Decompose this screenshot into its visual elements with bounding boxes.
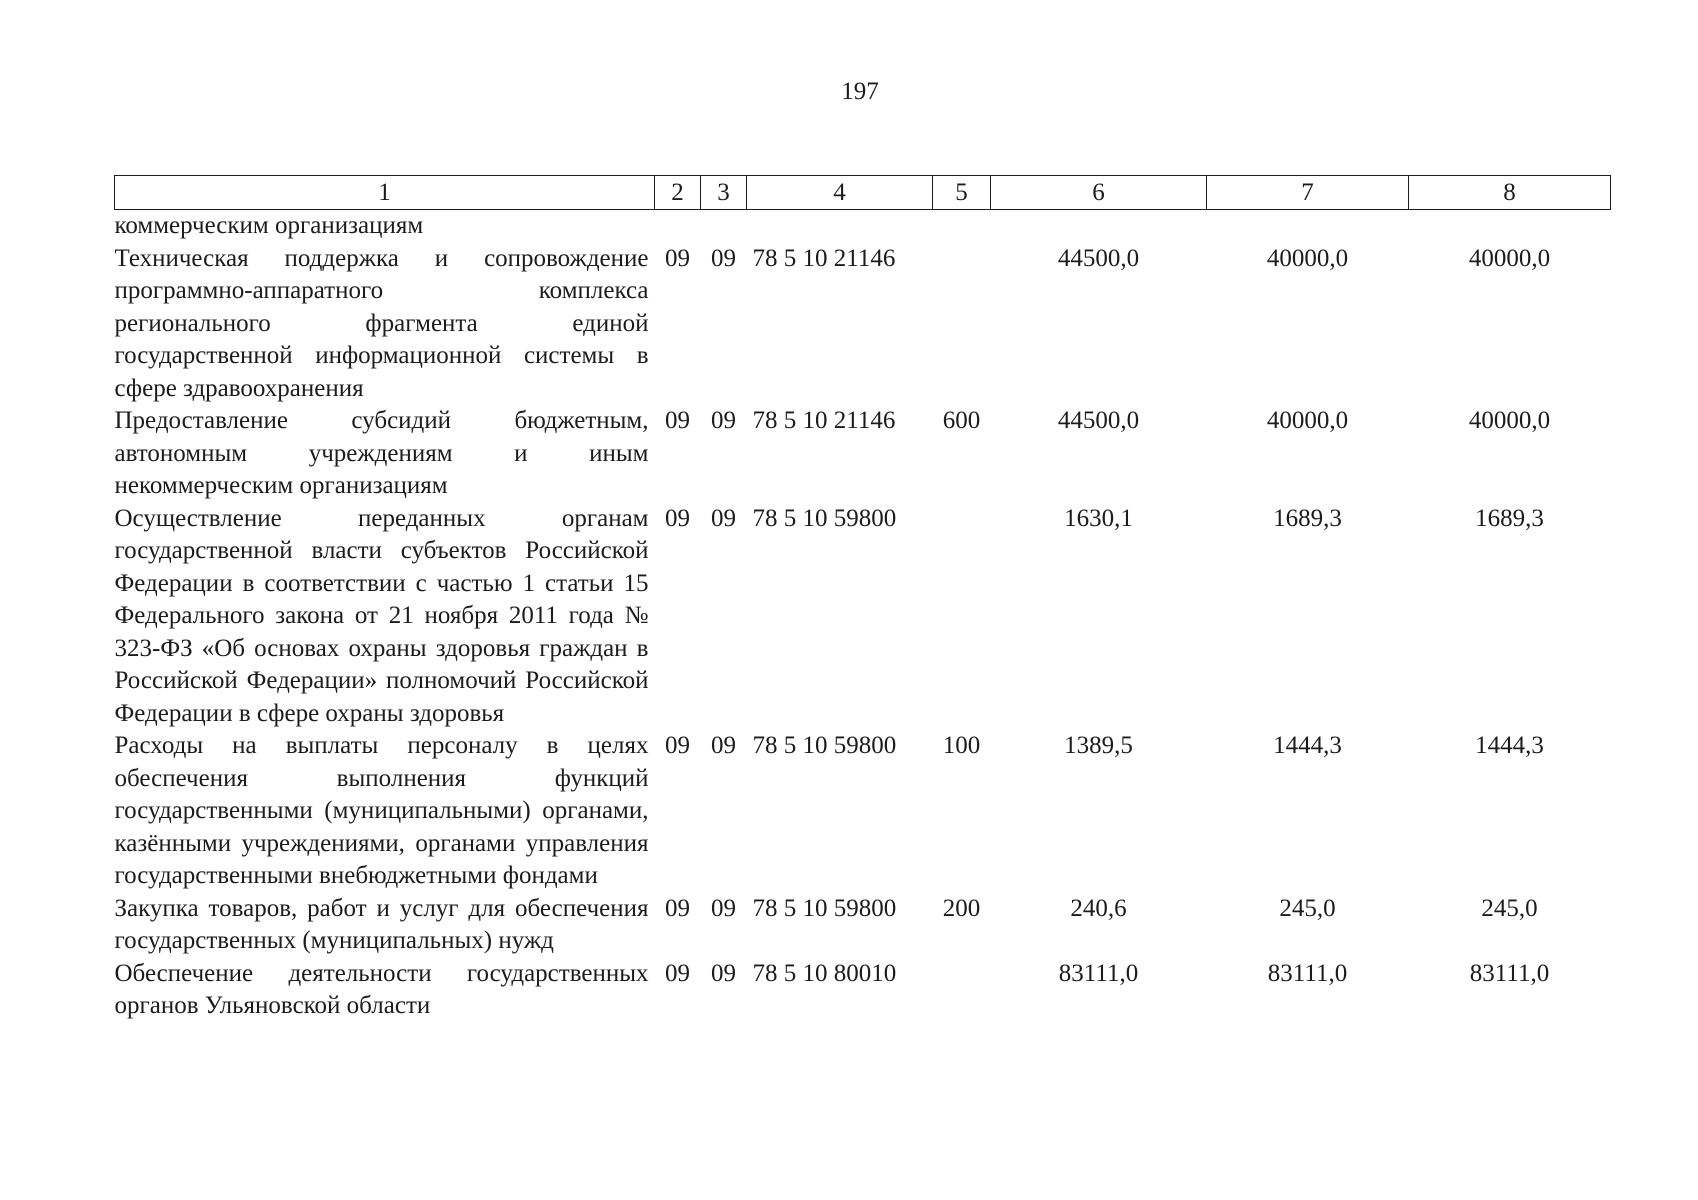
column-header-7: 7 (1207, 176, 1409, 210)
amount-col-7: 40000,0 (1266, 244, 1349, 272)
amount-col-6: 1389,5 (1064, 732, 1133, 759)
column-header-1: 1 (115, 176, 655, 210)
expense-type-code: 600 (942, 407, 981, 434)
target-article-code: 78 5 10 59800 (752, 732, 897, 759)
expense-type-code (933, 243, 991, 406)
amount-col-8: 40000,0 (1468, 244, 1551, 272)
section-code (655, 210, 701, 243)
subsection-code: 09 (711, 959, 736, 987)
budget-table (114, 175, 1611, 1023)
amount-col-8 (1409, 210, 1611, 243)
column-header-3: 3 (701, 176, 747, 210)
amount-col-7: 245,0 (1279, 894, 1336, 922)
section-code: 09 (665, 407, 690, 434)
amount-col-7: 40000,0 (1266, 407, 1349, 434)
expense-type-code (933, 210, 991, 243)
row-description: Закупка товаров, работ и услуг для обеспечения государственных (муниципальных) нужд (114, 894, 649, 954)
table-row (115, 730, 1611, 893)
column-header-6: 6 (991, 176, 1207, 210)
amount-col-7 (1207, 210, 1409, 243)
amount-col-8: 1689,3 (1475, 504, 1544, 532)
table-row (115, 405, 1611, 503)
target-article-code: 78 5 10 21146 (752, 407, 896, 434)
section-code: 09 (665, 504, 690, 532)
amount-col-7: 83111,0 (1267, 959, 1348, 987)
table-row (115, 210, 1611, 243)
page-number: 197 (841, 78, 879, 105)
column-header-5: 5 (933, 176, 991, 210)
row-description: Осуществление переданных органам государственной власти субъектов Российской Федерации в соответствии с частью 1 статьи 15 Федерального закона от 21 ноября 2011 года № 323-ФЗ «Об основах охраны здоровья граждан в Российской Федерации» полномочий Российской Федерации в сфере охраны здоровья (114, 504, 649, 727)
row-description: Расходы на выплаты персоналу в целях обеспечения выполнения функций государственными (муниципальными) органами, казёнными учреждениями, органами управления государственными внебюджетными фондами (114, 732, 649, 889)
amount-col-7: 1444,3 (1273, 732, 1342, 759)
expense-type-code (933, 958, 991, 1023)
section-code: 09 (665, 894, 690, 922)
table-row (115, 503, 1611, 731)
row-description: Обеспечение деятельности государственных органов Ульяновской области (114, 959, 649, 1019)
amount-col-6: 240,6 (1070, 894, 1127, 922)
amount-col-6 (991, 210, 1207, 243)
amount-col-8: 83111,0 (1469, 959, 1550, 987)
amount-col-8: 245,0 (1481, 894, 1538, 922)
table-row (115, 958, 1611, 1023)
amount-col-6: 44500,0 (1057, 407, 1140, 434)
row-description: коммерческим организациям (114, 212, 424, 239)
subsection-code: 09 (711, 407, 736, 434)
section-code: 09 (665, 244, 690, 272)
amount-col-7: 1689,3 (1273, 504, 1342, 532)
amount-col-6: 1630,1 (1064, 504, 1133, 532)
subsection-code: 09 (711, 732, 736, 759)
column-header-8: 8 (1409, 176, 1611, 210)
amount-col-8: 1444,3 (1475, 732, 1544, 759)
expense-type-code (933, 503, 991, 731)
table-header-row (115, 176, 1611, 210)
column-header-2: 2 (655, 176, 701, 210)
subsection-code: 09 (711, 244, 736, 272)
target-article-code: 78 5 10 59800 (752, 504, 897, 532)
target-article-code: 78 5 10 21146 (752, 244, 896, 272)
row-description: Техническая поддержка и сопровождение программно-аппаратного комплекса регионального фрагмента единой государственной информационной системы в сфере здравоохранения (114, 244, 649, 402)
row-description: Предоставление субсидий бюджетным, автономным учреждениям и иным некоммерческим организациям (114, 407, 649, 499)
amount-col-6: 44500,0 (1057, 244, 1140, 272)
subsection-code: 09 (711, 504, 736, 532)
section-code: 09 (665, 732, 690, 759)
section-code: 09 (665, 959, 690, 987)
target-article-code: 78 5 10 59800 (752, 894, 897, 922)
target-article-code: 78 5 10 80010 (752, 959, 897, 987)
table-row (115, 893, 1611, 958)
amount-col-8: 40000,0 (1468, 407, 1551, 434)
expense-type-code: 100 (942, 732, 981, 759)
expense-type-code: 200 (942, 894, 981, 922)
subsection-code (701, 210, 747, 243)
column-header-4: 4 (747, 176, 933, 210)
amount-col-6: 83111,0 (1058, 959, 1139, 987)
subsection-code: 09 (711, 894, 736, 922)
target-article-code (747, 210, 933, 243)
table-row (115, 243, 1611, 406)
